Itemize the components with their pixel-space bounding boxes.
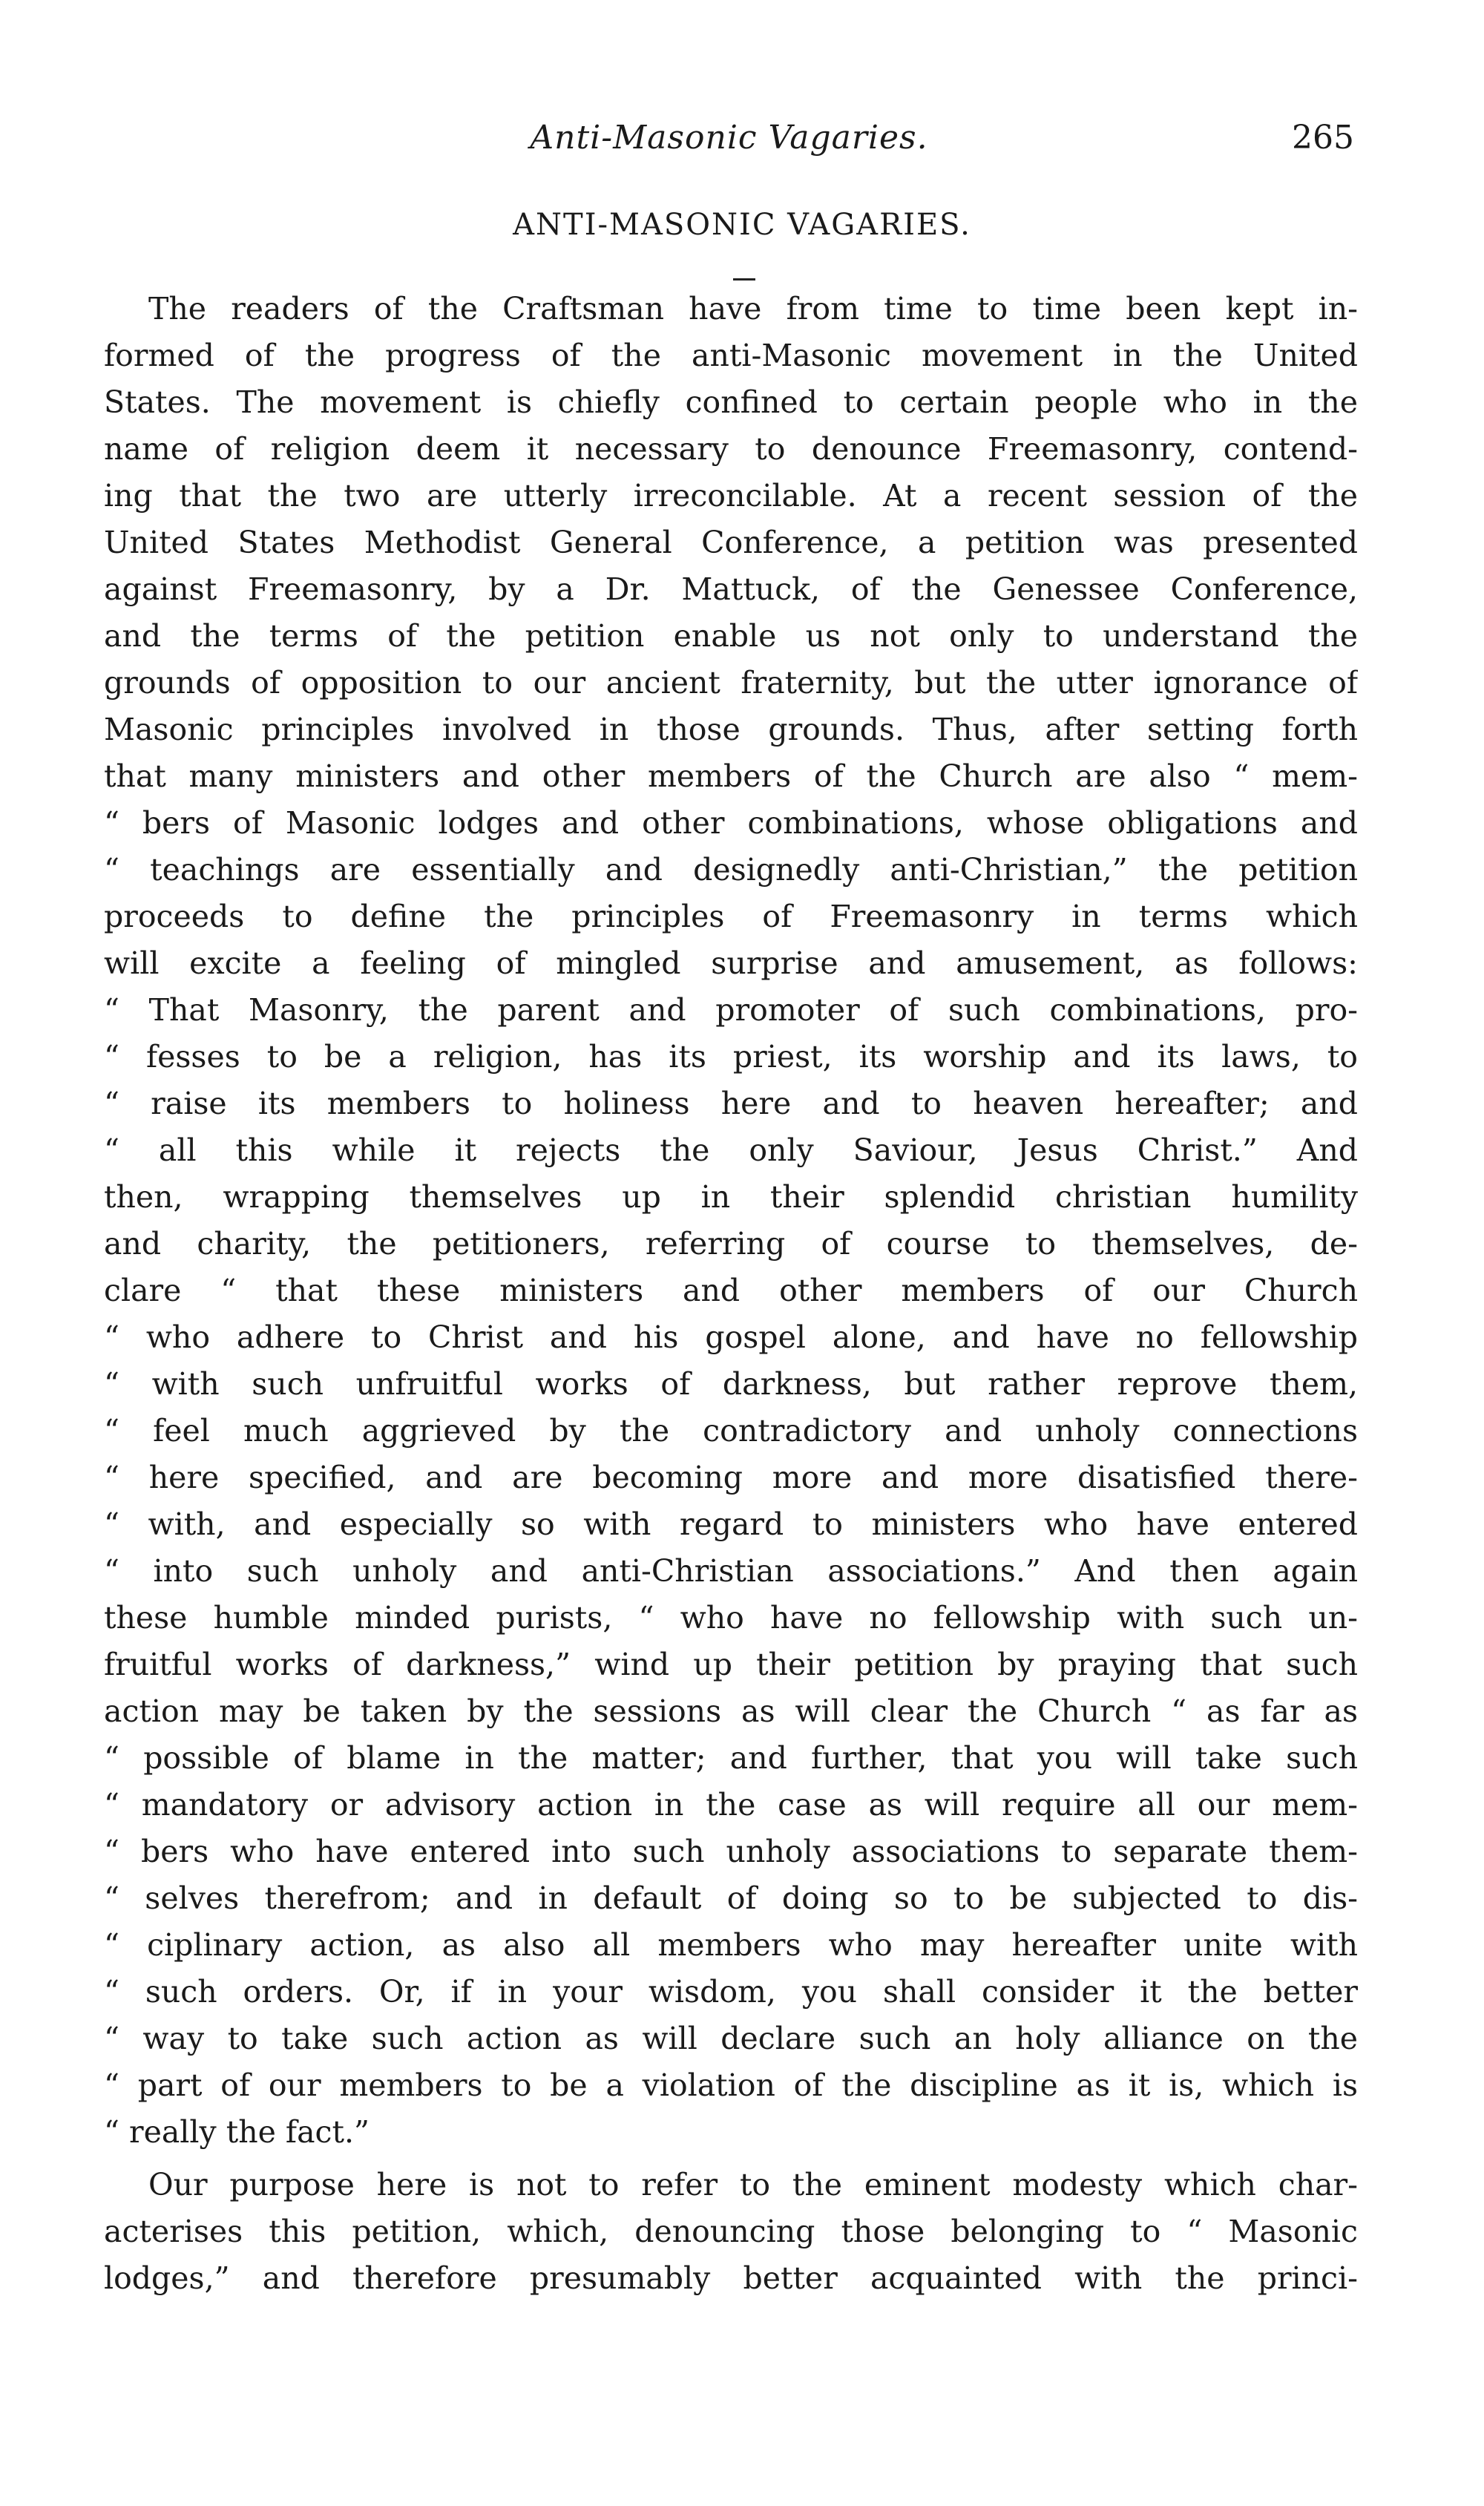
text-line: “ ciplinary action, as also all members who may hereafter unite with	[104, 1927, 1358, 1963]
text-line: “ all this while it rejects the only Saviour, Jesus Christ.” And	[104, 1132, 1358, 1168]
text-line: “ into such unholy and anti-Christian associations.” And then again	[104, 1553, 1358, 1589]
text-line: “ raise its members to holiness here and to heaven hereafter; and	[104, 1086, 1358, 1121]
paragraph-1	[104, 286, 1358, 2156]
text-line: “ selves therefrom; and in default of doing so to be subjected to dis-	[104, 1880, 1358, 1916]
text-line: “ such orders. Or, if in your wisdom, you shall consider it the better	[104, 1974, 1358, 2010]
running-head	[104, 119, 1354, 163]
text-line: these humble minded purists, “ who have no fellowship with such un-	[104, 1600, 1358, 1636]
text-line: lodges,” and therefore presumably better acquainted with the princi-	[104, 2260, 1358, 2296]
text-line: action may be taken by the sessions as will clear the Church “ as far as	[104, 1693, 1358, 1729]
text-line: “ feel much aggrieved by the contradictory and unholy connections	[104, 1413, 1358, 1449]
paragraph-2	[104, 2162, 1358, 2302]
paragraph-gap	[104, 2156, 1358, 2162]
text-line: The readers of the Craftsman have from time to time been kept in-	[148, 291, 1358, 327]
text-line: name of religion deem it necessary to denounce Freemasonry, contend-	[104, 431, 1358, 467]
text-line: “ with such unfruitful works of darkness, but rather reprove them,	[104, 1366, 1358, 1402]
text-line: and the terms of the petition enable us not only to understand the	[104, 618, 1358, 654]
article-title: ANTI-MASONIC VAGARIES.	[513, 208, 971, 242]
title-rule	[733, 278, 755, 281]
text-line: grounds of opposition to our ancient fraternity, but the utter ignorance of	[104, 665, 1358, 701]
text-line: then, wrapping themselves up in their splendid christian humility	[104, 1179, 1358, 1215]
text-line: and charity, the petitioners, referring of course to themselves, de-	[104, 1226, 1358, 1262]
text-line: formed of the progress of the anti-Masonic movement in the United	[104, 338, 1358, 373]
running-title: Anti-Masonic Vagaries.	[530, 119, 928, 157]
text-line: that many ministers and other members of the Church are also “ mem-	[104, 758, 1358, 794]
text-line: will excite a feeling of mingled surprise and amusement, as follows:	[104, 945, 1358, 981]
page-number: 265	[1292, 119, 1354, 157]
text-line: fruitful works of darkness,” wind up their petition by praying that such	[104, 1647, 1358, 1682]
text-line: Our purpose here is not to refer to the eminent modesty which char-	[148, 2167, 1358, 2202]
text-line: clare “ that these ministers and other members of our Church	[104, 1273, 1358, 1308]
text-line: “ That Masonry, the parent and promoter of such combinations, pro-	[104, 992, 1358, 1028]
text-line: “ here specified, and are becoming more and more disatisfied there-	[104, 1460, 1358, 1495]
text-line: “ bers who have entered into such unholy associations to separate them-	[104, 1834, 1358, 1869]
text-line: acterises this petition, which, denouncing those belonging to “ Masonic	[104, 2214, 1358, 2249]
text-line: “ way to take such action as will declare such an holy alliance on the	[104, 2021, 1358, 2056]
text-line: United States Methodist General Conference, a petition was presented	[104, 525, 1358, 560]
text-line: against Freemasonry, by a Dr. Mattuck, of the Genessee Conference,	[104, 571, 1358, 607]
text-line: States. The movement is chiefly confined to certain people who in the	[104, 384, 1358, 420]
text-line: “ fesses to be a religion, has its priest, its worship and its laws, to	[104, 1039, 1358, 1075]
text-line: “ bers of Masonic lodges and other combinations, whose obligations and	[104, 805, 1358, 841]
text-line: “ part of our members to be a violation of the discipline as it is, which is	[104, 2067, 1358, 2103]
text-line: proceeds to define the principles of Freemasonry in terms which	[104, 899, 1358, 934]
text-line: “ possible of blame in the matter; and further, that you will take such	[104, 1740, 1358, 1776]
text-line: Masonic principles involved in those grounds. Thus, after setting forth	[104, 712, 1358, 747]
text-line: “ who adhere to Christ and his gospel alone, and have no fellowship	[104, 1319, 1358, 1355]
text-line: “ with, and especially so with regard to ministers who have entered	[104, 1506, 1358, 1542]
text-line: “ teachings are essentially and designedly anti-Christian,” the petition	[104, 852, 1358, 888]
text-line: ing that the two are utterly irreconcilable. At a recent session of the	[104, 478, 1358, 514]
text-line: “ mandatory or advisory action in the case as will require all our mem-	[104, 1787, 1358, 1823]
text-line: “ really the fact.”	[104, 2114, 370, 2150]
article-body	[104, 286, 1358, 2302]
